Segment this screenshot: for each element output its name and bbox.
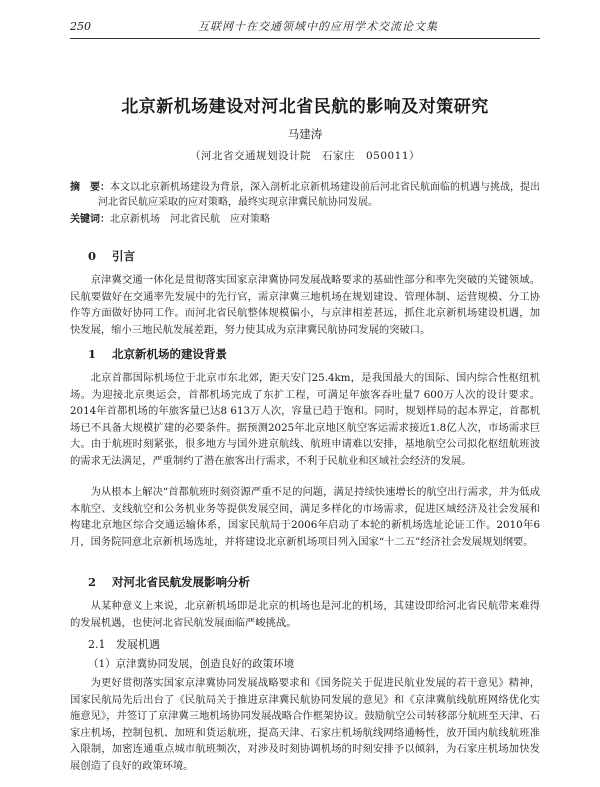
page-number: 250 [70,20,91,33]
section-number: 1 [88,347,97,361]
abstract-text: 本文以北京新机场建设为背景，深入剖析北京新机场建设前后河北省民航面临的机遇与挑战，提出河北省民航应采取的应对策略，最终实现京津冀民航协同发展。 [98,182,540,208]
section-title: 对河北省民航发展影响分析 [112,575,251,589]
running-title: 互联网十在交通领域中的应用学术交流论文集 [198,20,438,33]
abstract-label: 摘 要： [70,182,110,193]
paragraph-impact-intro: 从某种意义上来说，北京新机场即是北京的机场也是河北的机场，其建设即给河北省民航带来难得的发展机遇，也使河北省民航发展面临严峻挑战。 [70,600,540,629]
keywords-text: 北京新机场 河北省民航 应对策略 [110,214,270,225]
paragraph-intro: 京津冀交通一体化是贯彻落实国家京津冀协同发展战略要求的基础性部分和率先突破的关键领域。民航要做好在交通率先发展中的先行官，需京津冀三地机场在规划建设、管理体制、运营规模、分工协作等方面做好协同工作。而河北省民航整体规模偏小，与京津相差甚远，抓住北京新机场建设机遇，加快发展，缩小三地民航发展差距，努力使其成为京津冀民航协同发展的突破口。 [70,274,540,336]
keywords [70,212,540,227]
paragraph-background-1: 北京首都国际机场位于北京市东北郊，距天安门25.4km，是我国最大的国际、国内综合性枢纽机场。为迎接北京奥运会，首都机场完成了东扩工程，可满足年旅客吞吐量7 600万人次的设计要求。2014年首都机场的年旅客量已达8 613万人次，容量已趋于饱和。同时，规划样局的起本界定，首都机场已不具备大规模扩建的必要条件。据预测2025年北京地区航空客运需求接近1.8亿人次，市场需求巨大。由于航班时刻紧张，很多地方与国外进京航线、航班申请难以安排，基地航空公司拟化枢纽航班波的需求无法满足，严重制约了潜在旅客出行需求，不利于民航业和区域社会经济的发展。 [70,372,540,467]
section-heading-2 [88,574,528,590]
paragraph-background-2: 为从根本上解决“首都航班时刻资源严重不足的问题，满足持续快速增长的航空出行需求，并为低成本航空、支线航空和公务机业务等提供发展空间，满足多样化的市场需求，促进区域经济及社会发展和构建北京地区综合交通运输体系，国家民航局于2006年启动了本轮的新机场选址论证工作。2010年6月，国务院同意北京新机场选址，并将建设北京新机场项目列入国家“十二五”经济社会发展规划纲要。 [70,486,540,548]
subsection-title: 发展机遇 [116,638,160,651]
header-rule [70,38,540,39]
section-title: 北京新机场的建设背景 [112,347,228,361]
subsubsection-heading: （1）京津冀协同发展，创造良好的政策环境 [88,658,295,670]
author-affiliation: （河北省交通规划设计院 石家庄 050011） [189,150,421,162]
section-title: 引言 [112,249,136,263]
section-heading-0 [88,248,528,264]
paper-title: 北京新机场建设对河北省民航的影响及对策研究 [121,97,489,117]
running-header [70,18,540,36]
section-number: 2 [88,575,97,589]
keywords-label: 关键词： [70,214,110,225]
subsection-number: 2.1 [88,638,106,651]
section-heading-1 [88,346,528,362]
author-name: 马建涛 [287,127,323,141]
subsection-heading [88,636,160,652]
abstract [70,180,540,210]
paragraph-opportunity: 为更好贯彻落实国家京津冀协同发展战略要求和《国务院关于促进民航业发展的若干意见》精神，国家民航局先后出台了《民航局关于推进京津冀民航协同发展的意见》和《京津冀航线航班网络优化实施意见》，并签订了京津冀三地机场协同发展战略合作框架协议。鼓励航空公司转移部分航班至天津、石家庄机场，控制包机、加班和货运航班，提高天津、石家庄机场航线网络通畅性，放开国内航线航班准入限制，加密连通重点城市航班频次，对涉及时刻协调机场的时刻安排予以倾斜，为石家庄机场加快发展创造了良好的政策环境。 [70,677,540,772]
section-number: 0 [88,249,97,263]
